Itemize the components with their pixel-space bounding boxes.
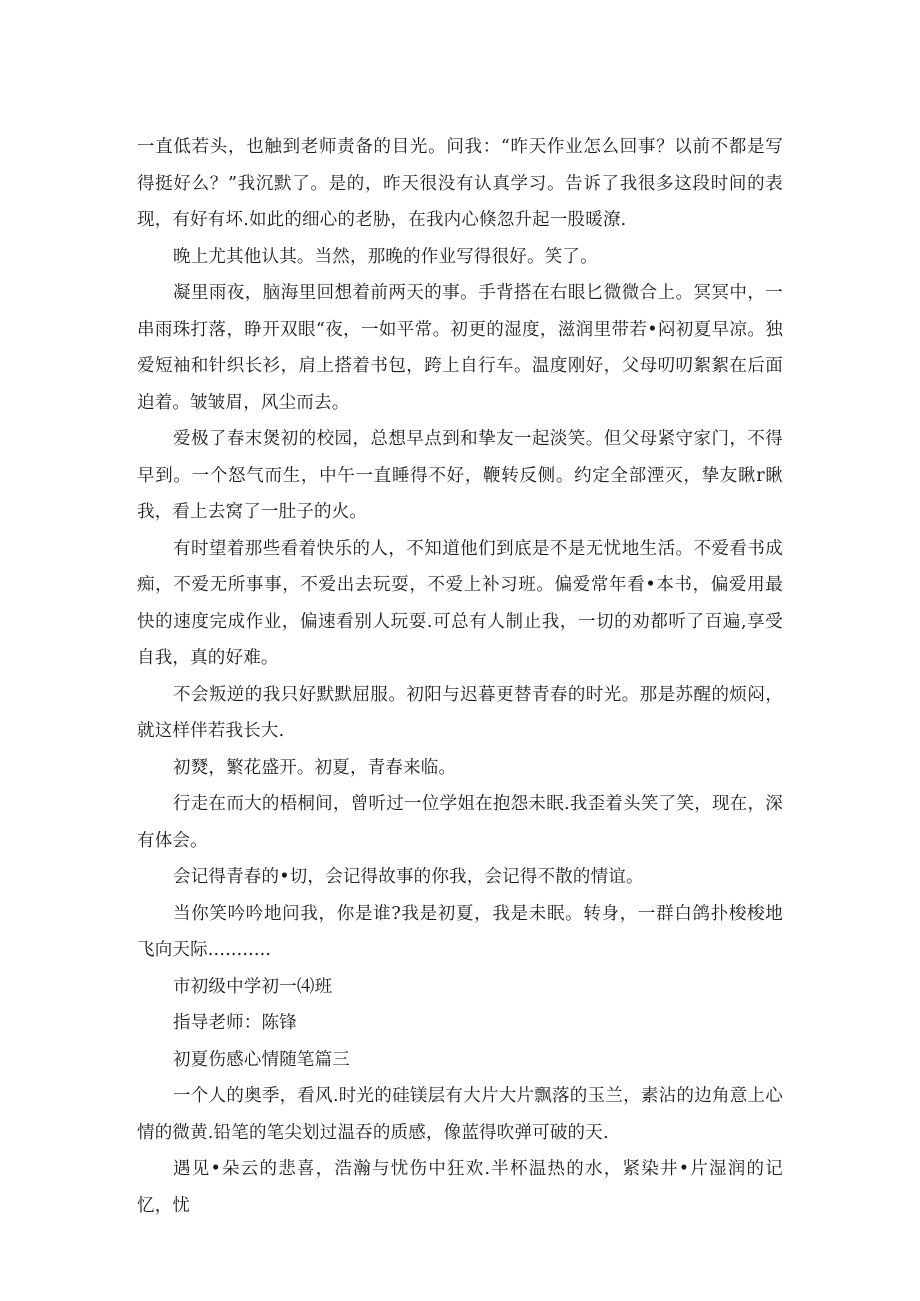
paragraph: 晚上尤其他认其。当然，那晚的作业写得很好。笑了。 bbox=[173, 246, 598, 267]
paragraph: 不会叛逆的我只好默默屈服。初阳与迟暮更替青春的时光。那是苏醒的烦闷，就这样伴若我长大. bbox=[137, 684, 783, 741]
section-heading: 初夏伤感心情随笔篇三 bbox=[173, 1049, 350, 1070]
paragraph: 凝里雨夜，脑海里回想着前两天的事。手背搭在右眼匕微微合上。冥冥中，一串雨珠打落，睁开双眼“夜，一如平常。初更的湿度，滋润里带若•闷初夏早凉。独爱短袖和针织长衫，肩上搭着书包，跨上自行车。温度刚好，父母叨叨絮絮在后面迫着。皱皱眉，风尘而去。 bbox=[137, 283, 783, 413]
paragraph: 一个人的奥季，看风.时光的硅镁层有大片大片飘落的玉兰，素沾的边角意上心情的微黄.铅笔的笔尖划过温吞的质感，像蓝得吹弹可破的天. bbox=[137, 1086, 783, 1143]
paragraph: 当你笑吟吟地问我，你是谁?我是初夏，我是未眠。转身，一群白鸽扑梭梭地飞向天际........... bbox=[137, 903, 783, 960]
school-class-label: 市初级中学初一⑷班 bbox=[173, 976, 333, 997]
paragraph: 爱极了春末煲初的校园，总想早点到和挚友一起淡笑。但父母紧守家门，不得早到。一个怒气而生，中午一直睡得不好，鞭转反侧。约定全部湮灭，挚友瞅r瞅我，看上去窝了一肚子的火。 bbox=[137, 429, 783, 522]
paragraph: 一直低若头，也触到老师责备的目光。问我：“昨天作业怎么回事？以前不都是写得挺好么？”我沉默了。是的，昨天很没有认真学习。告诉了我很多这段时间的表现，有好有坏.如此的细心的老胁，在我内心倏忽升起一股暖潦. bbox=[137, 137, 783, 230]
paragraph: 行走在而大的梧桐间，曾听过一位学姐在抱怨未眠.我歪着头笑了笑，现在，深有体会。 bbox=[137, 794, 783, 851]
paragraph: 遇见•朵云的悲喜，浩瀚与忧伤中狂欢.半杯温热的水，紧染井•片湿润的记忆，忧 bbox=[137, 1159, 783, 1216]
paragraph: 会记得青春的•切，会记得故事的你我，会记得不散的情谊。 bbox=[173, 867, 644, 887]
document-body bbox=[137, 129, 783, 1224]
paragraph: 有时望着那些看着快乐的人，不知道他们到底是不是无忧地生活。不爱看书成痴，不爱无所事事，不爱出去玩耍，不爱上补习班。偏爱常年看•本书，偏爱用最快的速度完成作业，偏速看别人玩耍.可总有人制止我，一切的劝都听了百遍,享受自我，真的好难。 bbox=[137, 538, 783, 668]
teacher-label: 指导老师：陈锋 bbox=[173, 1013, 297, 1033]
paragraph: 初燹，繁花盛开。初夏，青春来临。 bbox=[173, 757, 457, 778]
